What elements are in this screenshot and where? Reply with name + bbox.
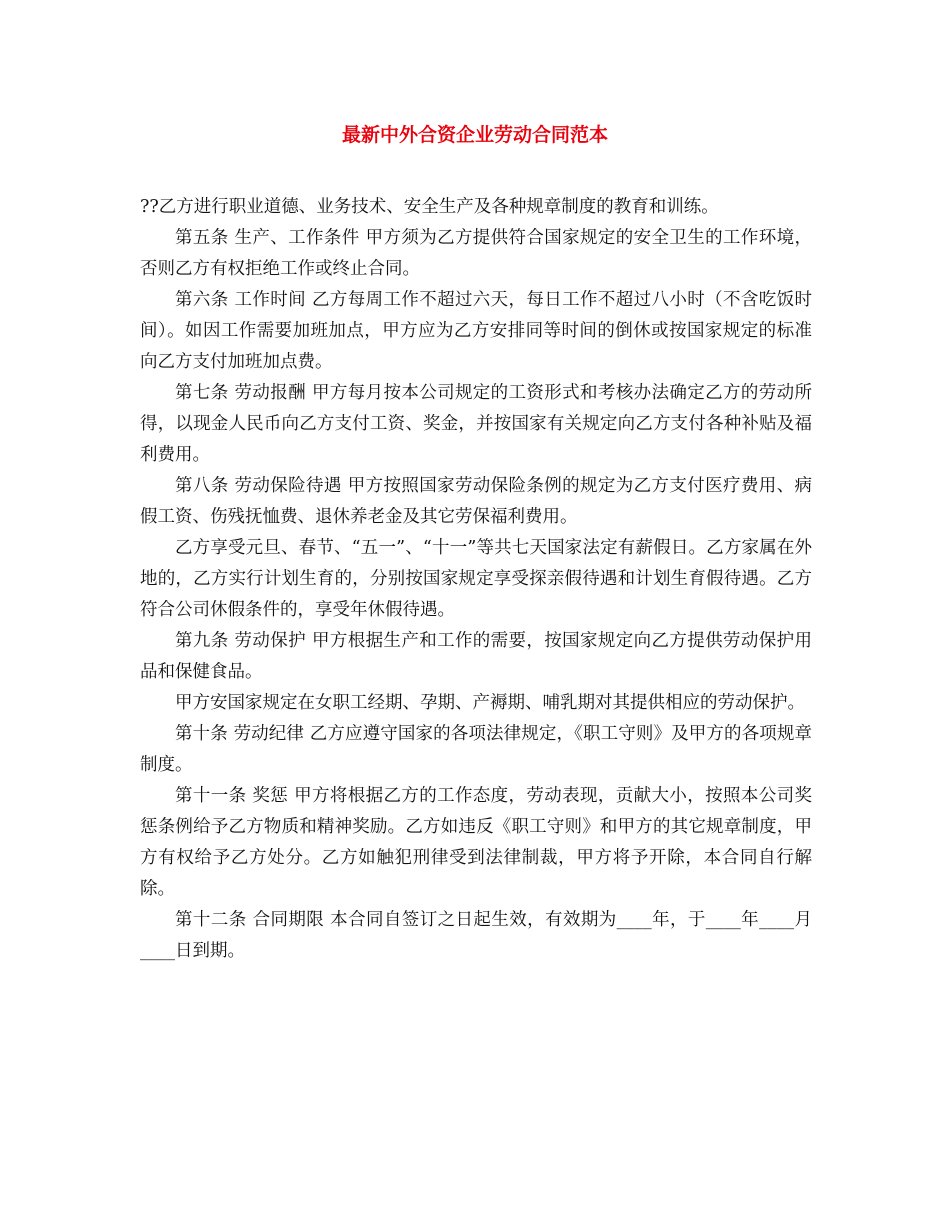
paragraph-article-6: 第六条 工作时间 乙方每周工作不超过六天，每日工作不超过八小时（不含吃饭时间）。如因工作需要加班加点，甲方应为乙方安排同等时间的倒休或按国家规定的标准向乙方支付加班加点费。 (140, 290, 812, 372)
paragraph-continuation: ??乙方进行职业道德、业务技术、安全生产及各种规章制度的教育和训练。 (140, 197, 719, 217)
paragraph-female-protection: 甲方安国家规定在女职工经期、孕期、产褥期、哺乳期对其提供相应的劳动保护。 (175, 693, 805, 713)
paragraph-holidays: 乙方享受元旦、春节、“五一”、“十一”等共七天国家法定有薪假日。乙方家属在外地的，乙方实行计划生育的，分别按国家规定享受探亲假待遇和计划生育假待遇。乙方符合公司休假条件的，享受年休假待遇。 (140, 538, 812, 620)
paragraph-article-9: 第九条 劳动保护 甲方根据生产和工作的需要，按国家规定向乙方提供劳动保护用品和保健食品。 (140, 631, 812, 682)
paragraph-article-10: 第十条 劳动纪律 乙方应遵守国家的各项法律规定，《职工守则》及甲方的各项规章制度。 (140, 724, 812, 775)
paragraph-article-8: 第八条 劳动保险待遇 甲方按照国家劳动保险条例的规定为乙方支付医疗费用、病假工资、伤残抚恤费、退休养老金及其它劳保福利费用。 (140, 476, 812, 527)
paragraph-article-12: 第十二条 合同期限 本合同自签订之日起生效，有效期为____年，于____年____月____日到期。 (140, 910, 812, 961)
paragraph-article-5: 第五条 生产、工作条件 甲方须为乙方提供符合国家规定的安全卫生的工作环境，否则乙方有权拒绝工作或终止合同。 (140, 228, 812, 279)
document-body (140, 192, 812, 967)
paragraph-article-11: 第十一条 奖惩 甲方将根据乙方的工作态度，劳动表现，贡献大小，按照本公司奖惩条例给予乙方物质和精神奖励。乙方如违反《职工守则》和甲方的其它规章制度，甲方有权给予乙方处分。乙方如触犯刑律受到法律制裁，甲方将予开除，本合同自行解除。 (140, 786, 812, 899)
document-title: 最新中外合资企业劳动合同范本 (341, 124, 608, 146)
paragraph-article-7: 第七条 劳动报酬 甲方每月按本公司规定的工资形式和考核办法确定乙方的劳动所得，以现金人民币向乙方支付工资、奖金，并按国家有关规定向乙方支付各种补贴及福利费用。 (140, 383, 812, 465)
